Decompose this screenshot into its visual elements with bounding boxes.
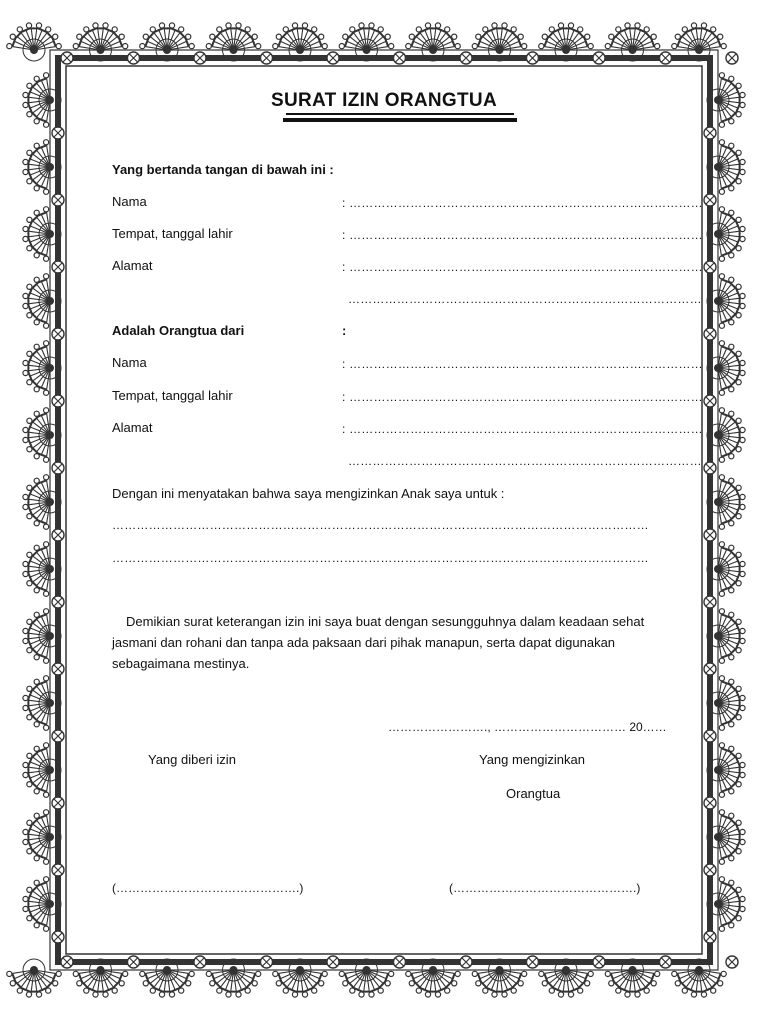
section2-heading: Adalah Orangtua dari bbox=[112, 323, 245, 338]
grantor-signature-label: Yang mengizinkan bbox=[479, 752, 585, 767]
parent-name-fill-line[interactable]: : …………………………………………………………………………… bbox=[342, 196, 703, 210]
parent-name-label: Nama bbox=[112, 194, 147, 209]
recipient-signature-line[interactable]: (……………………………………….) bbox=[112, 881, 304, 895]
child-name-label: Nama bbox=[112, 355, 147, 370]
section2-colon: : bbox=[342, 323, 347, 338]
parent-address-fill-line-2[interactable]: …………………………………………………………………………… bbox=[348, 292, 702, 306]
grantor-role-label: Orangtua bbox=[506, 786, 561, 801]
child-address-fill-line[interactable]: : …………………………………………………………………………… bbox=[342, 422, 703, 436]
parent-address-label: Alamat bbox=[112, 258, 153, 273]
document-title: SURAT IZIN ORANGTUA bbox=[271, 90, 497, 111]
title-underline bbox=[286, 113, 514, 115]
parent-birth-label: Tempat, tanggal lahir bbox=[112, 226, 233, 241]
closing-paragraph: Demikian surat keterangan izin ini saya buat dengan sesungguhnya dalam keadaan sehat jasmani dan rohani dan tanpa ada paksaan dari pihak manapun, serta dapat digunakan sebagaimana mestinya. bbox=[112, 614, 645, 671]
title-underline-thick bbox=[283, 118, 517, 122]
grantor-signature-line[interactable]: (……………………………………….) bbox=[449, 881, 641, 895]
child-birth-label: Tempat, tanggal lahir bbox=[112, 388, 233, 403]
child-address-fill-line-2[interactable]: …………………………………………………………………………… bbox=[348, 454, 702, 468]
place-date-line[interactable]: ……………………., …………………………… 20…… bbox=[388, 720, 667, 734]
child-address-label: Alamat bbox=[112, 420, 153, 435]
permission-statement: Dengan ini menyatakan bahwa saya mengizinkan Anak saya untuk : bbox=[112, 486, 505, 501]
permission-purpose-line-1[interactable]: …………………………………………………………………………………………………………………… bbox=[112, 518, 649, 532]
child-name-fill-line[interactable]: : …………………………………………………………………………… bbox=[342, 357, 703, 371]
recipient-signature-label: Yang diberi izin bbox=[148, 752, 236, 767]
permission-purpose-line-2[interactable]: …………………………………………………………………………………………………………………… bbox=[112, 551, 649, 565]
parent-birth-fill-line[interactable]: : …………………………………………………………………………… bbox=[342, 228, 703, 242]
section1-heading: Yang bertanda tangan di bawah ini : bbox=[112, 162, 334, 177]
parent-address-fill-line[interactable]: : …………………………………………………………………………… bbox=[342, 260, 703, 274]
child-birth-fill-line[interactable]: : …………………………………………………………………………… bbox=[342, 390, 703, 404]
